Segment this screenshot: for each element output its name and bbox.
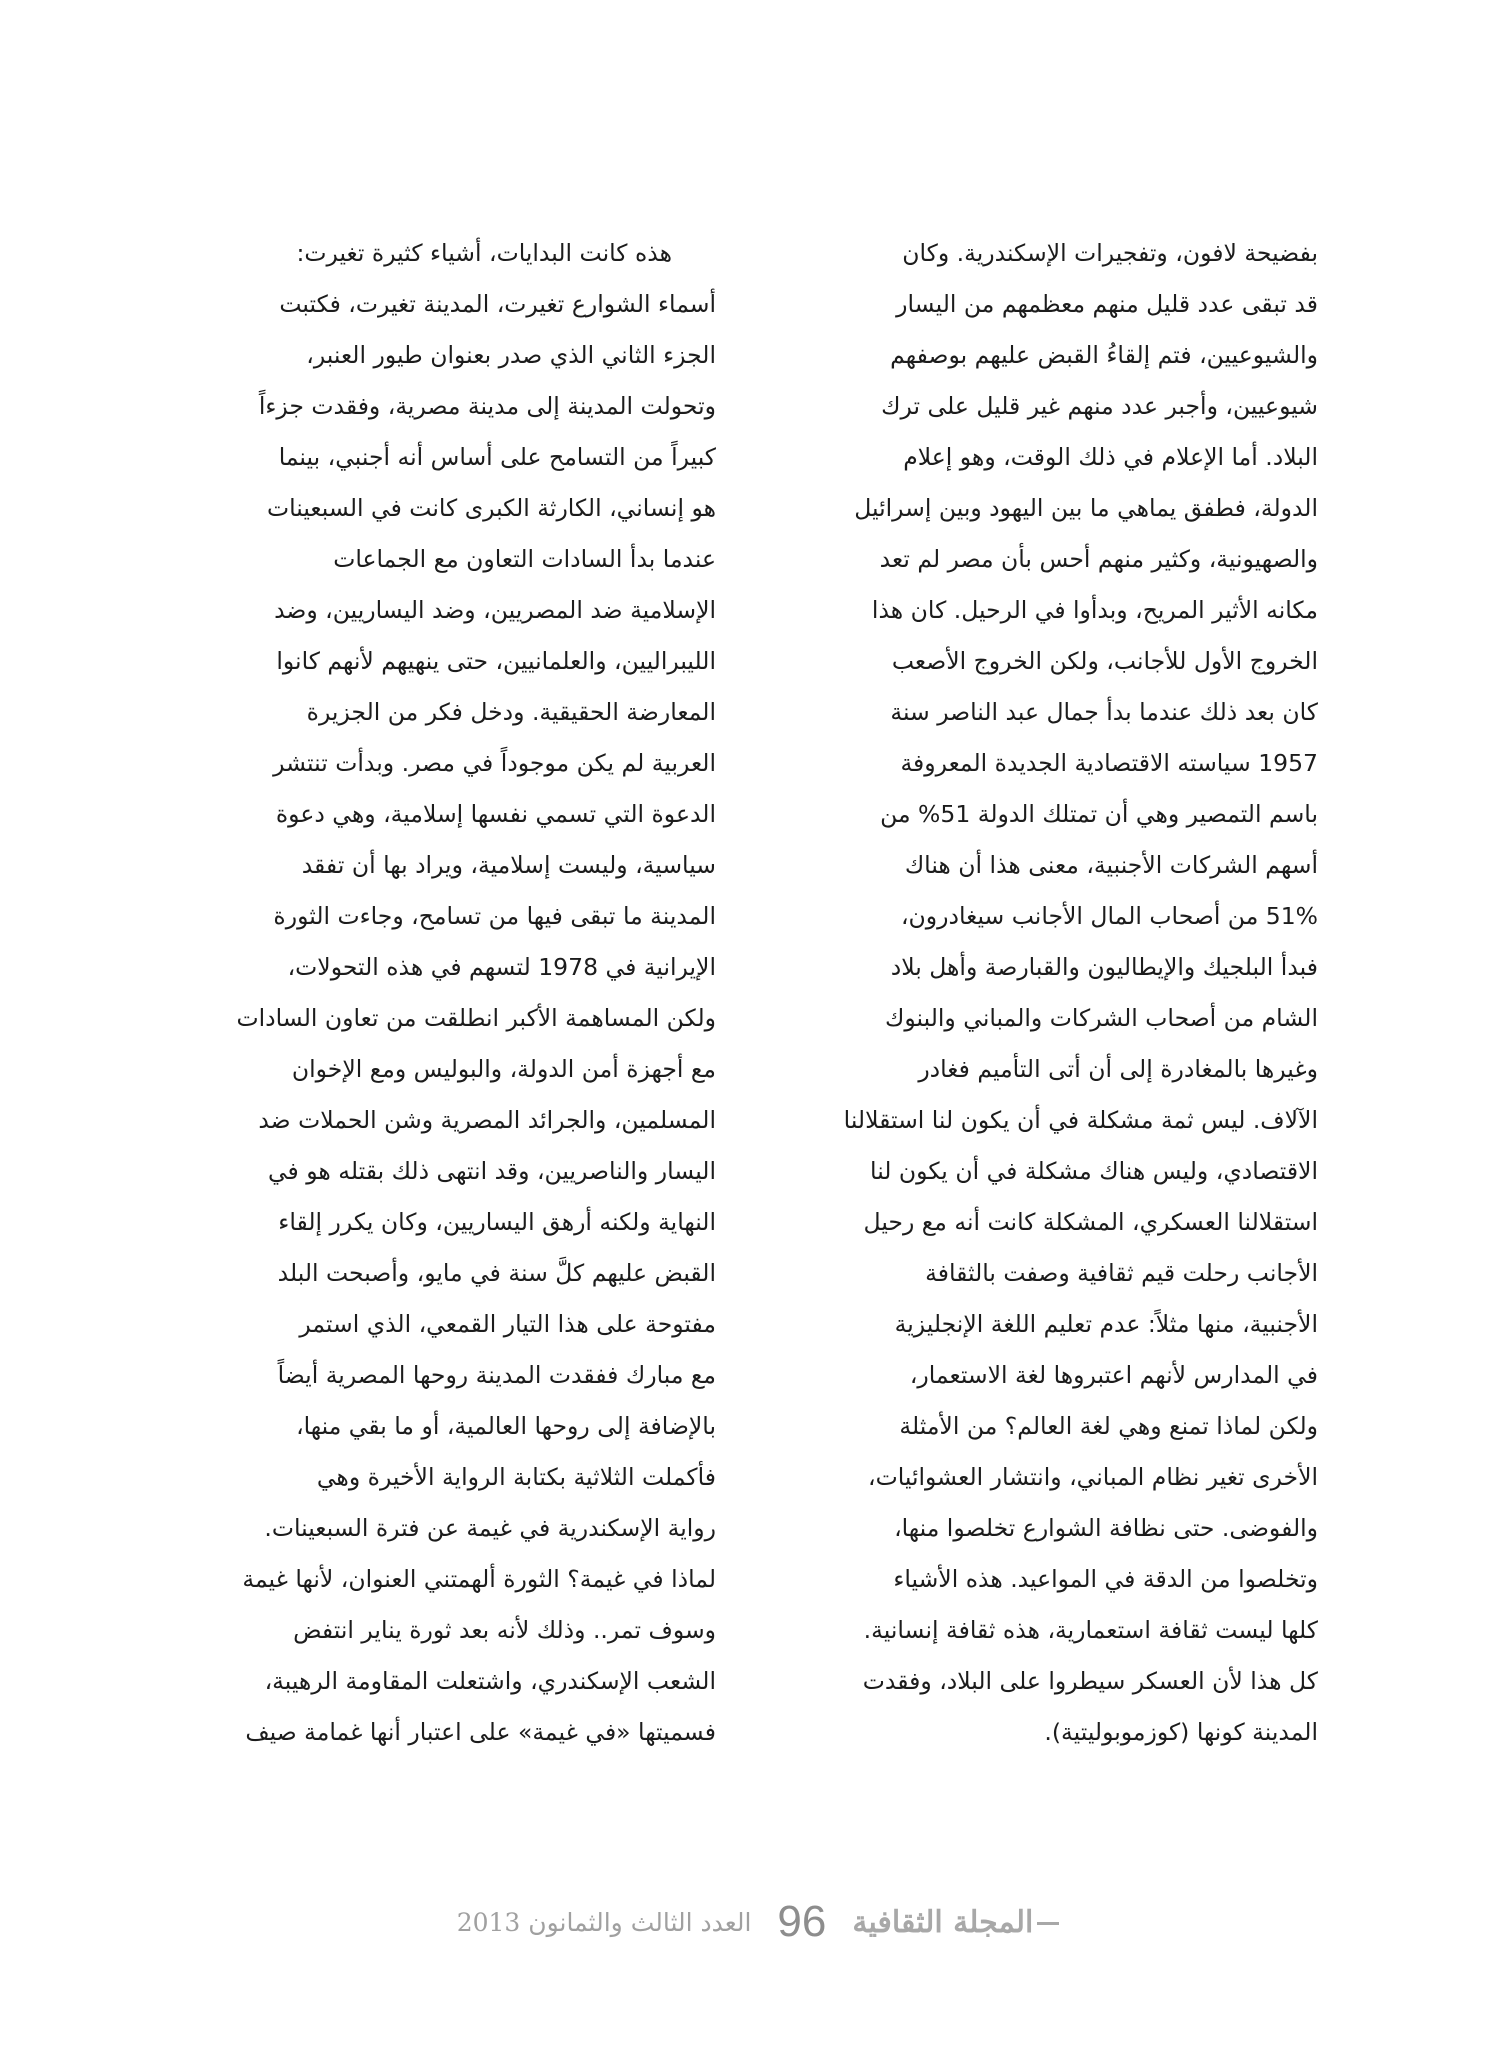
text-line: هو إنساني، الكارثة الكبرى كانت في السبعينات xyxy=(266,494,716,522)
text-line: الشعب الإسكندري، واشتعلت المقاومة الرهيبة، xyxy=(264,1667,716,1695)
text-line: الآلاف. ليس ثمة مشكلة في أن يكون لنا استقلالنا xyxy=(843,1106,1318,1134)
text-line: المسلمين، والجرائد المصرية وشن الحملات ضد xyxy=(258,1106,716,1134)
text-line: وسوف تمر.. وذلك لأنه بعد ثورة يناير انتفض xyxy=(293,1616,716,1644)
magazine-name xyxy=(852,1905,1063,1940)
text-line: الشام من أصحاب الشركات والمباني والبنوك xyxy=(885,1004,1318,1032)
text-line: أسهم الشركات الأجنبية، معنى هذا أن هناك xyxy=(904,851,1318,879)
text-line: فسميتها «في غيمة» على اعتبار أنها غمامة صيف xyxy=(245,1718,716,1746)
issue-label: العدد الثالث والثمانون 2013 xyxy=(456,1907,752,1937)
text-line: أسماء الشوارع تغيرت، المدينة تغيرت، فكتبت xyxy=(279,290,716,318)
text-line: الإيرانية في 1978 لتسهم في هذه التحولات، xyxy=(287,953,716,981)
text-line: العربية لم يكن موجوداً في مصر. وبدأت تنتشر xyxy=(273,749,716,777)
text-line: المعارضة الحقيقية. ودخل فكر من الجزيرة xyxy=(306,698,716,726)
text-line: 51% من أصحاب المال الأجانب سيغادرون، xyxy=(900,902,1318,930)
text-line: وتخلصوا من الدقة في المواعيد. هذه الأشياء xyxy=(893,1565,1318,1593)
text-line: في المدارس لأنهم اعتبروها لغة الاستعمار، xyxy=(909,1361,1318,1389)
text-line: والفوضى. حتى نظافة الشوارع تخلصوا منها، xyxy=(894,1514,1318,1542)
text-line: الأخرى تغير نظام المباني، وانتشار العشوائيات، xyxy=(867,1463,1318,1491)
text-line: كل هذا لأن العسكر سيطروا على البلاد، وفقدت xyxy=(862,1667,1318,1695)
text-line: المدينة ما تبقى فيها من تسامح، وجاءت الثورة xyxy=(273,902,716,930)
text-line: المدينة كونها (كوزموبوليتية). xyxy=(1044,1718,1318,1746)
text-line: وغيرها بالمغادرة إلى أن أتى التأميم فغادر xyxy=(918,1055,1318,1083)
text-column-right xyxy=(786,228,1318,1758)
text-line: 1957 سياسته الاقتصادية الجديدة المعروفة xyxy=(900,749,1318,777)
text-line: قد تبقى عدد قليل منهم معظمهم من اليسار xyxy=(896,290,1318,318)
text-line: الإسلامية ضد المصريين، وضد اليساريين، وضد xyxy=(274,596,716,624)
text-line: الجزء الثاني الذي صدر بعنوان طيور العنبر، xyxy=(306,341,716,369)
text-line: فبدأ البلجيك والإيطاليون والقبارصة وأهل بلاد xyxy=(890,953,1318,981)
text-line: بالإضافة إلى روحها العالمية، أو ما بقي منها، xyxy=(296,1412,716,1440)
text-line: بفضيحة لافون، وتفجيرات الإسكندرية. وكان xyxy=(902,239,1318,267)
text-line: مع أجهزة أمن الدولة، والبوليس ومع الإخوان xyxy=(291,1055,716,1083)
text-line: الاقتصادي، وليس هناك مشكلة في أن يكون لنا xyxy=(870,1157,1318,1185)
text-line: باسم التمصير وهي أن تمتلك الدولة 51% من xyxy=(880,800,1318,828)
decorative-bar xyxy=(1037,1922,1059,1925)
text-line: الدولة، فطفق يماهي ما بين اليهود وبين إسرائيل xyxy=(854,494,1318,522)
page-footer xyxy=(430,1892,1090,1952)
text-line: مع مبارك ففقدت المدينة روحها المصرية أيضاً xyxy=(277,1361,716,1389)
text-line: القبض عليهم كلَّ سنة في مايو، وأصبحت البلد xyxy=(277,1259,716,1287)
text-line: ولكن المساهمة الأكبر انطلقت من تعاون السادات xyxy=(236,1004,716,1032)
text-line: شيوعيين، وأجبر عدد منهم غير قليل على ترك xyxy=(881,392,1318,420)
text-line: فأكملت الثلاثية بكتابة الرواية الأخيرة وهي xyxy=(316,1463,716,1491)
text-line: الدعوة التي تسمي نفسها إسلامية، وهي دعوة xyxy=(275,800,716,828)
text-line: سياسية، وليست إسلامية، ويراد بها أن تفقد xyxy=(301,851,716,879)
text-line: الأجنبية، منها مثلاً: عدم تعليم اللغة الإنجليزية xyxy=(894,1310,1318,1338)
text-line: النهاية ولكنه أرهق اليساريين، وكان يكرر إلقاء xyxy=(278,1208,716,1236)
text-line: والصهيونية، وكثير منهم أحس بأن مصر لم تعد xyxy=(879,545,1318,573)
text-line: البلاد. أما الإعلام في ذلك الوقت، وهو إعلام xyxy=(903,443,1318,471)
page-number: 96 xyxy=(777,1897,827,1946)
text-line: كان بعد ذلك عندما بدأ جمال عبد الناصر سنة xyxy=(890,698,1318,726)
text-line: لماذا في غيمة؟ الثورة ألهمتني العنوان، لأنها غيمة xyxy=(242,1565,716,1593)
text-line: كلها ليست ثقافة استعمارية، هذه ثقافة إنسانية. xyxy=(863,1616,1318,1644)
text-line: عندما بدأ السادات التعاون مع الجماعات xyxy=(333,545,716,573)
text-line: الليبراليين، والعلمانيين، حتى ينهيهم لأنهم كانوا xyxy=(276,647,716,675)
text-line: مفتوحة على هذا التيار القمعي، الذي استمر xyxy=(299,1310,716,1338)
text-line: والشيوعيين، فتم إلقاءُ القبض عليهم بوصفهم xyxy=(890,341,1318,369)
text-line: وتحولت المدينة إلى مدينة مصرية، وفقدت جزءاً xyxy=(258,392,716,420)
text-line: هذه كانت البدايات، أشياء كثيرة تغيرت: xyxy=(296,239,672,267)
text-line: استقلالنا العسكري، المشكلة كانت أنه مع رحيل xyxy=(863,1208,1318,1236)
text-line: كبيراً من التسامح على أساس أنه أجنبي، بينما xyxy=(278,443,716,471)
magazine-name-text: المجلة الثقافية xyxy=(852,1904,1034,1940)
text-line: اليسار والناصريين، وقد انتهى ذلك بقتله هو في xyxy=(267,1157,716,1185)
text-line: رواية الإسكندرية في غيمة عن فترة السبعينات. xyxy=(264,1514,716,1542)
text-line: ولكن لماذا تمنع وهي لغة العالم؟ من الأمثلة xyxy=(899,1412,1318,1440)
text-line: مكانه الأثير المريح، وبدأوا في الرحيل. كان هذا xyxy=(871,596,1318,624)
text-column-left xyxy=(184,228,716,1758)
text-line: الخروج الأول للأجانب، ولكن الخروج الأصعب xyxy=(891,647,1318,675)
text-line: الأجانب رحلت قيم ثقافية وصفت بالثقافة xyxy=(925,1259,1318,1287)
